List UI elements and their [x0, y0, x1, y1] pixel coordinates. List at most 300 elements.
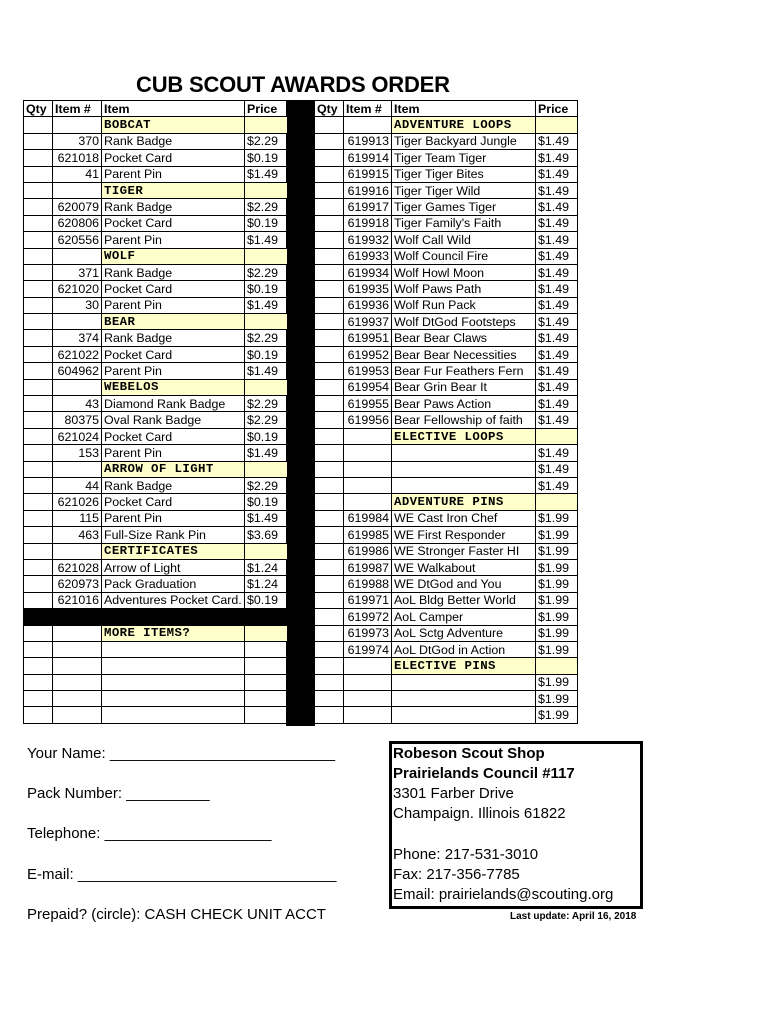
- qty-cell[interactable]: [315, 477, 344, 493]
- item-number: 620079: [53, 199, 102, 215]
- item-row: [315, 248, 578, 264]
- divider-cell: [53, 609, 102, 625]
- item-name: Tiger Tiger Wild: [392, 182, 536, 198]
- item-number: 619986: [344, 543, 392, 559]
- item-number: 619932: [344, 232, 392, 248]
- item-number: 371: [53, 264, 102, 280]
- item-cell[interactable]: [102, 674, 245, 690]
- price-header: Price: [245, 101, 288, 117]
- qty-cell[interactable]: [24, 182, 53, 198]
- qty-cell[interactable]: [24, 248, 53, 264]
- qty-cell[interactable]: [315, 363, 344, 379]
- qty-cell[interactable]: [315, 658, 344, 674]
- item-number-cell[interactable]: [53, 641, 102, 657]
- item-cell[interactable]: [102, 707, 245, 723]
- item-number-cell: [53, 182, 102, 198]
- item-number: 44: [53, 477, 102, 493]
- item-row: [315, 150, 578, 166]
- qty-cell[interactable]: [24, 625, 53, 641]
- qty-cell[interactable]: [315, 445, 344, 461]
- section-label: BOBCAT: [102, 117, 245, 133]
- qty-cell[interactable]: [315, 691, 344, 707]
- item-number: 620806: [53, 215, 102, 231]
- qty-cell[interactable]: [315, 707, 344, 723]
- item-row: [315, 691, 578, 707]
- qty-cell[interactable]: [315, 281, 344, 297]
- qty-cell[interactable]: [24, 232, 53, 248]
- item-row: [24, 527, 288, 543]
- qty-cell[interactable]: [315, 182, 344, 198]
- qty-cell[interactable]: [315, 133, 344, 149]
- item-name: Pocket Card: [102, 150, 245, 166]
- item-name: Arrow of Light: [102, 559, 245, 575]
- item-row: [315, 510, 578, 526]
- qty-cell[interactable]: [24, 379, 53, 395]
- qty-cell[interactable]: [24, 691, 53, 707]
- item-price: $1.49: [536, 182, 578, 198]
- item-number: 619984: [344, 510, 392, 526]
- qty-cell[interactable]: [24, 674, 53, 690]
- qty-cell[interactable]: [315, 379, 344, 395]
- item-number: [344, 477, 392, 493]
- item-row: [315, 133, 578, 149]
- item-cell[interactable]: [102, 658, 245, 674]
- item-price: $1.99: [536, 543, 578, 559]
- item-row: [24, 281, 288, 297]
- item-price: $1.49: [536, 248, 578, 264]
- item-number: 619955: [344, 396, 392, 412]
- item-row: [24, 150, 288, 166]
- divider-cell: [102, 609, 245, 625]
- item-name: Tiger Team Tiger: [392, 150, 536, 166]
- item-name: Parent Pin: [102, 232, 245, 248]
- item-row: [315, 166, 578, 182]
- qty-cell[interactable]: [24, 494, 53, 510]
- item-name: Bear Paws Action: [392, 396, 536, 412]
- item-row: [315, 281, 578, 297]
- item-price: $0.19: [245, 494, 288, 510]
- item-name: Diamond Rank Badge: [102, 396, 245, 412]
- item-row: [315, 707, 578, 723]
- item-price: $1.99: [536, 707, 578, 723]
- qty-cell[interactable]: [24, 396, 53, 412]
- item-number: 621020: [53, 281, 102, 297]
- item-price: $2.29: [245, 412, 288, 428]
- item-price: $3.69: [245, 527, 288, 543]
- item-name: Pocket Card: [102, 346, 245, 362]
- qty-cell[interactable]: [315, 412, 344, 428]
- qty-cell[interactable]: [315, 166, 344, 182]
- prepaid-field[interactable]: Prepaid? (circle): CASH CHECK UNIT ACCT: [27, 906, 326, 923]
- item-row: [24, 363, 288, 379]
- item-price: $1.49: [245, 232, 288, 248]
- item-number: [344, 691, 392, 707]
- qty-cell[interactable]: [24, 461, 53, 477]
- qty-cell[interactable]: [315, 232, 344, 248]
- section-row: [24, 461, 288, 477]
- item-row: [24, 232, 288, 248]
- item-name: Pocket Card: [102, 428, 245, 444]
- item-name: Bear Fellowship of faith: [392, 412, 536, 428]
- qty-cell[interactable]: [24, 330, 53, 346]
- item-row: [315, 559, 578, 575]
- item-number: [344, 445, 392, 461]
- item-cell[interactable]: [102, 641, 245, 657]
- item-name: WE Cast Iron Chef: [392, 510, 536, 526]
- qty-cell[interactable]: [315, 330, 344, 346]
- qty-cell[interactable]: [24, 166, 53, 182]
- qty-cell[interactable]: [315, 609, 344, 625]
- item-row: [315, 674, 578, 690]
- item-name: WE Walkabout: [392, 559, 536, 575]
- item-number: 619915: [344, 166, 392, 182]
- item-number-cell: [53, 117, 102, 133]
- item-price: $1.49: [536, 363, 578, 379]
- item-row: [315, 379, 578, 395]
- qty-cell[interactable]: [315, 674, 344, 690]
- item-number: 619952: [344, 346, 392, 362]
- item-price: $2.29: [245, 396, 288, 412]
- item-name: Rank Badge: [102, 264, 245, 280]
- item-row: [24, 133, 288, 149]
- item-price: $1.99: [536, 625, 578, 641]
- blank-row: [24, 641, 288, 657]
- qty-cell[interactable]: [315, 543, 344, 559]
- item-price: $1.99: [536, 592, 578, 608]
- item-name: Bear Grin Bear It: [392, 379, 536, 395]
- item-price: $1.49: [536, 330, 578, 346]
- divider-row: [24, 609, 288, 625]
- blank-row: [24, 674, 288, 690]
- section-row: [24, 117, 288, 133]
- item-row: [315, 314, 578, 330]
- item-number: 621022: [53, 346, 102, 362]
- item-number: 621018: [53, 150, 102, 166]
- item-name: Bear Bear Claws: [392, 330, 536, 346]
- section-label: WEBELOS: [102, 379, 245, 395]
- qty-cell[interactable]: [24, 133, 53, 149]
- price-cell[interactable]: [245, 658, 288, 674]
- qty-cell[interactable]: [315, 264, 344, 280]
- pack-number-field[interactable]: Pack Number: __________: [27, 785, 210, 802]
- price-cell[interactable]: [245, 707, 288, 723]
- qty-cell[interactable]: [315, 527, 344, 543]
- item-row: [315, 461, 578, 477]
- qty-cell[interactable]: [315, 199, 344, 215]
- section-label: ARROW OF LIGHT: [102, 461, 245, 477]
- item-number: 619971: [344, 592, 392, 608]
- item-number: 619988: [344, 576, 392, 592]
- item-row: [24, 346, 288, 362]
- item-name: Adventures Pocket Card.: [102, 592, 245, 608]
- qty-cell[interactable]: [24, 592, 53, 608]
- item-name: Pack Graduation: [102, 576, 245, 592]
- item-number: 621026: [53, 494, 102, 510]
- item-row: [315, 264, 578, 280]
- item-row: [315, 527, 578, 543]
- item-name: Rank Badge: [102, 477, 245, 493]
- telephone-field[interactable]: Telephone: ____________________: [27, 825, 272, 842]
- item-number: 463: [53, 527, 102, 543]
- item-name: [392, 477, 536, 493]
- item-name: Wolf Paws Path: [392, 281, 536, 297]
- qty-cell[interactable]: [315, 396, 344, 412]
- price-cell[interactable]: [245, 641, 288, 657]
- qty-cell[interactable]: [315, 641, 344, 657]
- item-number: 619913: [344, 133, 392, 149]
- item-number: 370: [53, 133, 102, 149]
- section-label: CERTIFICATES: [102, 543, 245, 559]
- price-cell: [245, 248, 288, 264]
- item-name: WE First Responder: [392, 527, 536, 543]
- item-price: $1.49: [536, 133, 578, 149]
- item-number-cell: [53, 543, 102, 559]
- item-price: $1.49: [536, 396, 578, 412]
- item-name: Tiger Tiger Bites: [392, 166, 536, 182]
- item-row: [24, 445, 288, 461]
- qty-cell[interactable]: [24, 150, 53, 166]
- item-number-cell[interactable]: [53, 691, 102, 707]
- item-price: $1.49: [536, 199, 578, 215]
- qty-cell[interactable]: [24, 576, 53, 592]
- section-row: [24, 248, 288, 264]
- left-order-table: [23, 100, 288, 724]
- qty-cell[interactable]: [315, 576, 344, 592]
- item-number-cell[interactable]: [53, 658, 102, 674]
- qty-cell[interactable]: [315, 428, 344, 444]
- qty-cell[interactable]: [24, 215, 53, 231]
- qty-cell[interactable]: [24, 199, 53, 215]
- item-row: [24, 510, 288, 526]
- item-row: [315, 232, 578, 248]
- item-name: Parent Pin: [102, 166, 245, 182]
- qty-cell[interactable]: [24, 281, 53, 297]
- item-row: [24, 576, 288, 592]
- item-number-cell[interactable]: [53, 707, 102, 723]
- price-cell: [536, 117, 578, 133]
- item-row: [315, 346, 578, 362]
- item-number-header: Item #: [53, 101, 102, 117]
- item-name: Pocket Card: [102, 494, 245, 510]
- blank-row: [24, 691, 288, 707]
- item-row: [315, 363, 578, 379]
- item-row: [24, 477, 288, 493]
- section-row: [315, 428, 578, 444]
- item-name: Rank Badge: [102, 133, 245, 149]
- qty-cell[interactable]: [315, 215, 344, 231]
- item-name: Pocket Card: [102, 215, 245, 231]
- item-row: [315, 330, 578, 346]
- item-cell[interactable]: [102, 691, 245, 707]
- item-number: 153: [53, 445, 102, 461]
- section-label: MORE ITEMS?: [102, 625, 245, 641]
- item-row: [315, 412, 578, 428]
- item-name: Bear Fur Feathers Fern: [392, 363, 536, 379]
- shop-city: Champaign. Illinois 61822: [393, 805, 566, 822]
- item-number-cell: [344, 117, 392, 133]
- item-name: Rank Badge: [102, 330, 245, 346]
- qty-cell[interactable]: [315, 461, 344, 477]
- price-cell: [245, 543, 288, 559]
- name-field[interactable]: Your Name: ___________________________: [27, 745, 336, 762]
- section-label: ELECTIVE LOOPS: [392, 428, 536, 444]
- qty-cell[interactable]: [24, 412, 53, 428]
- qty-cell[interactable]: [24, 641, 53, 657]
- item-name: AoL DtGod in Action: [392, 641, 536, 657]
- item-price: $2.29: [245, 477, 288, 493]
- item-price: $1.49: [536, 314, 578, 330]
- item-row: [24, 559, 288, 575]
- qty-cell[interactable]: [24, 559, 53, 575]
- item-price: $2.29: [245, 199, 288, 215]
- item-price: $1.99: [536, 576, 578, 592]
- item-number-cell[interactable]: [53, 674, 102, 690]
- item-price: $1.24: [245, 559, 288, 575]
- qty-cell[interactable]: [24, 314, 53, 330]
- item-number: 619917: [344, 199, 392, 215]
- qty-cell[interactable]: [315, 625, 344, 641]
- price-cell[interactable]: [245, 691, 288, 707]
- qty-cell[interactable]: [24, 428, 53, 444]
- qty-cell[interactable]: [24, 527, 53, 543]
- section-label: ELECTIVE PINS: [392, 658, 536, 674]
- qty-cell[interactable]: [315, 314, 344, 330]
- section-row: [24, 314, 288, 330]
- item-number: 619916: [344, 182, 392, 198]
- item-price: $1.49: [536, 264, 578, 280]
- price-cell: [245, 314, 288, 330]
- item-name: Full-Size Rank Pin: [102, 527, 245, 543]
- qty-cell[interactable]: [24, 477, 53, 493]
- item-price: $1.49: [536, 412, 578, 428]
- item-number: 621016: [53, 592, 102, 608]
- qty-header: Qty: [315, 101, 344, 117]
- item-price: $1.99: [536, 527, 578, 543]
- item-price: $1.49: [536, 379, 578, 395]
- section-row: [315, 494, 578, 510]
- item-name: [392, 445, 536, 461]
- item-price: $1.49: [536, 166, 578, 182]
- qty-cell[interactable]: [315, 117, 344, 133]
- item-number: 619935: [344, 281, 392, 297]
- section-row: [24, 625, 288, 641]
- item-price: $1.99: [536, 510, 578, 526]
- item-price: $1.49: [536, 477, 578, 493]
- qty-cell[interactable]: [24, 297, 53, 313]
- item-price: $1.49: [245, 297, 288, 313]
- price-cell[interactable]: [245, 674, 288, 690]
- item-number: 619972: [344, 609, 392, 625]
- item-price: $1.49: [536, 232, 578, 248]
- shop-email: Email: prairielands@scouting.org: [393, 886, 614, 903]
- item-row: [24, 494, 288, 510]
- item-row: [24, 396, 288, 412]
- item-number: 620556: [53, 232, 102, 248]
- item-price: $1.99: [536, 691, 578, 707]
- item-number: 619954: [344, 379, 392, 395]
- item-header: Item: [392, 101, 536, 117]
- qty-cell[interactable]: [315, 150, 344, 166]
- qty-cell[interactable]: [24, 264, 53, 280]
- item-row: [24, 592, 288, 608]
- item-row: [315, 576, 578, 592]
- qty-cell[interactable]: [315, 346, 344, 362]
- item-number: 619973: [344, 625, 392, 641]
- item-number: 619951: [344, 330, 392, 346]
- item-name: Tiger Backyard Jungle: [392, 133, 536, 149]
- item-name: Tiger Games Tiger: [392, 199, 536, 215]
- item-number: 115: [53, 510, 102, 526]
- item-name: AoL Sctg Adventure: [392, 625, 536, 641]
- price-header: Price: [536, 101, 578, 117]
- section-label: ADVENTURE LOOPS: [392, 117, 536, 133]
- item-number-cell: [53, 248, 102, 264]
- item-number: 604962: [53, 363, 102, 379]
- item-price: $1.99: [536, 674, 578, 690]
- qty-cell[interactable]: [24, 346, 53, 362]
- item-row: [24, 428, 288, 444]
- item-number-header: Item #: [344, 101, 392, 117]
- item-price: $0.19: [245, 150, 288, 166]
- shop-phone: Phone: 217-531-3010: [393, 846, 539, 863]
- qty-cell[interactable]: [315, 592, 344, 608]
- qty-cell[interactable]: [24, 510, 53, 526]
- item-price: $0.19: [245, 592, 288, 608]
- item-name: [392, 674, 536, 690]
- qty-cell[interactable]: [315, 248, 344, 264]
- item-row: [315, 445, 578, 461]
- item-price: $0.19: [245, 428, 288, 444]
- section-label: ADVENTURE PINS: [392, 494, 536, 510]
- item-name: [392, 707, 536, 723]
- center-divider: [286, 100, 315, 726]
- item-number-cell: [344, 494, 392, 510]
- item-name: Wolf Run Pack: [392, 297, 536, 313]
- qty-cell[interactable]: [24, 543, 53, 559]
- item-number: 41: [53, 166, 102, 182]
- qty-cell[interactable]: [315, 510, 344, 526]
- item-name: Wolf Howl Moon: [392, 264, 536, 280]
- item-name: WE DtGod and You: [392, 576, 536, 592]
- item-number: 619956: [344, 412, 392, 428]
- item-price: $1.49: [536, 215, 578, 231]
- item-price: $1.99: [536, 559, 578, 575]
- qty-cell[interactable]: [24, 363, 53, 379]
- qty-cell[interactable]: [24, 658, 53, 674]
- qty-cell[interactable]: [24, 117, 53, 133]
- section-row: [24, 379, 288, 395]
- price-cell: [536, 494, 578, 510]
- shop-fax: Fax: 217-356-7785: [393, 866, 520, 883]
- item-price: $2.29: [245, 330, 288, 346]
- shop-street: 3301 Farber Drive: [393, 785, 514, 802]
- qty-cell[interactable]: [315, 559, 344, 575]
- shop-name: Robeson Scout Shop: [393, 745, 545, 762]
- item-number: 619974: [344, 641, 392, 657]
- item-number: 43: [53, 396, 102, 412]
- item-number: 619985: [344, 527, 392, 543]
- qty-cell[interactable]: [315, 297, 344, 313]
- qty-cell[interactable]: [24, 707, 53, 723]
- email-field[interactable]: E-mail: _______________________________: [27, 866, 337, 883]
- item-name: Tiger Family's Faith: [392, 215, 536, 231]
- item-row: [315, 182, 578, 198]
- item-row: [24, 166, 288, 182]
- item-number: [344, 707, 392, 723]
- qty-cell[interactable]: [315, 494, 344, 510]
- item-number-cell: [344, 428, 392, 444]
- qty-cell[interactable]: [24, 445, 53, 461]
